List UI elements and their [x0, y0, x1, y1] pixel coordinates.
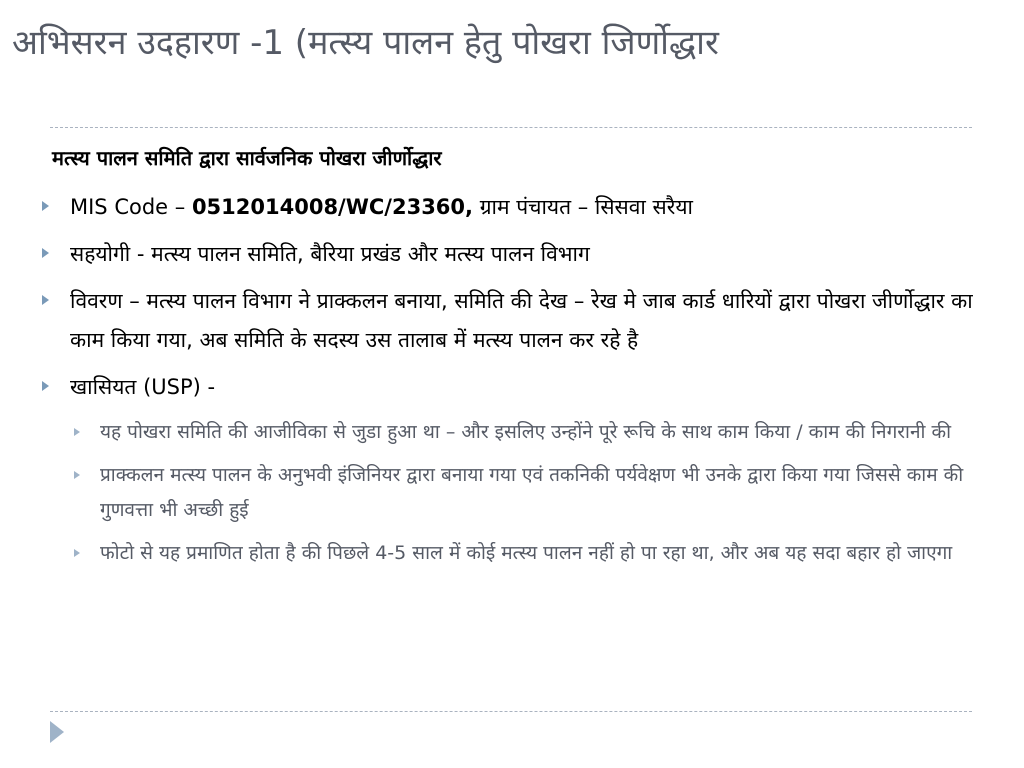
mis-code-label: MIS Code – [70, 195, 192, 219]
triangle-bullet-icon [42, 295, 49, 305]
gram-panchayat-text: ग्राम पंचायत – सिसवा सरैया [473, 195, 693, 219]
slide-subheading: मत्स्य पालन समिति द्वारा सार्वजनिक पोखरा जीर्णोद्धार [52, 146, 442, 170]
triangle-bullet-icon [42, 381, 49, 391]
list-item [36, 282, 976, 360]
triangle-bullet-icon [74, 471, 80, 479]
list-item [36, 368, 976, 407]
mis-code-value: 0512014008/WC/23360, [191, 195, 474, 219]
bullet-list [36, 188, 976, 579]
sublist-item-text: यह पोखरा समिति की आजीविका से जुडा हुआ था – और इसलिए उन्होंने पूरे रूचि के साथ काम किया / काम की निगरानी की [100, 421, 951, 443]
footer-divider [50, 711, 972, 712]
sublist-item [36, 458, 976, 528]
list-item [36, 235, 976, 274]
description-text: विवरण – मत्स्य पालन विभाग ने प्राक्कलन बनाया, समिति की देख – रेख मे जाब कार्ड धारियों द्वारा पोखरा जीर्णोद्धार का काम किया गया, अब समिति के सदस्य उस तालाब में मत्स्य पालन कर रहे है [70, 289, 973, 352]
partners-text: सहयोगी - मत्स्य पालन समिति, बैरिया प्रखंड और मत्स्य पालन विभाग [70, 242, 590, 266]
usp-sublist [36, 415, 976, 571]
next-slide-arrow-icon[interactable] [50, 721, 64, 743]
triangle-bullet-icon [74, 549, 80, 557]
sublist-item-text: फोटो से यह प्रमाणित होता है की पिछले 4-5 साल में कोई मत्स्य पालन नहीं हो पा रहा था, और अब यह सदा बहार हो जाएगा [100, 542, 953, 564]
sublist-item [36, 415, 976, 450]
triangle-bullet-icon [42, 248, 49, 258]
slide-title: अभिसरन उदहारण -1 (मत्स्य पालन हेतु पोखरा जिर्णोद्धार [12, 23, 719, 63]
sublist-item [36, 536, 976, 571]
triangle-bullet-icon [74, 428, 80, 436]
list-item [36, 188, 976, 227]
title-divider [50, 127, 972, 128]
usp-heading: खासियत (USP) - [70, 375, 216, 399]
triangle-bullet-icon [42, 201, 49, 211]
sublist-item-text: प्राक्कलन मत्स्य पालन के अनुभवी इंजिनियर द्वारा बनाया गया एवं तकनिकी पर्यवेक्षण भी उनके द्वारा किया गया जिससे काम की गुणवत्ता भी अच्छी हुई [100, 464, 964, 521]
